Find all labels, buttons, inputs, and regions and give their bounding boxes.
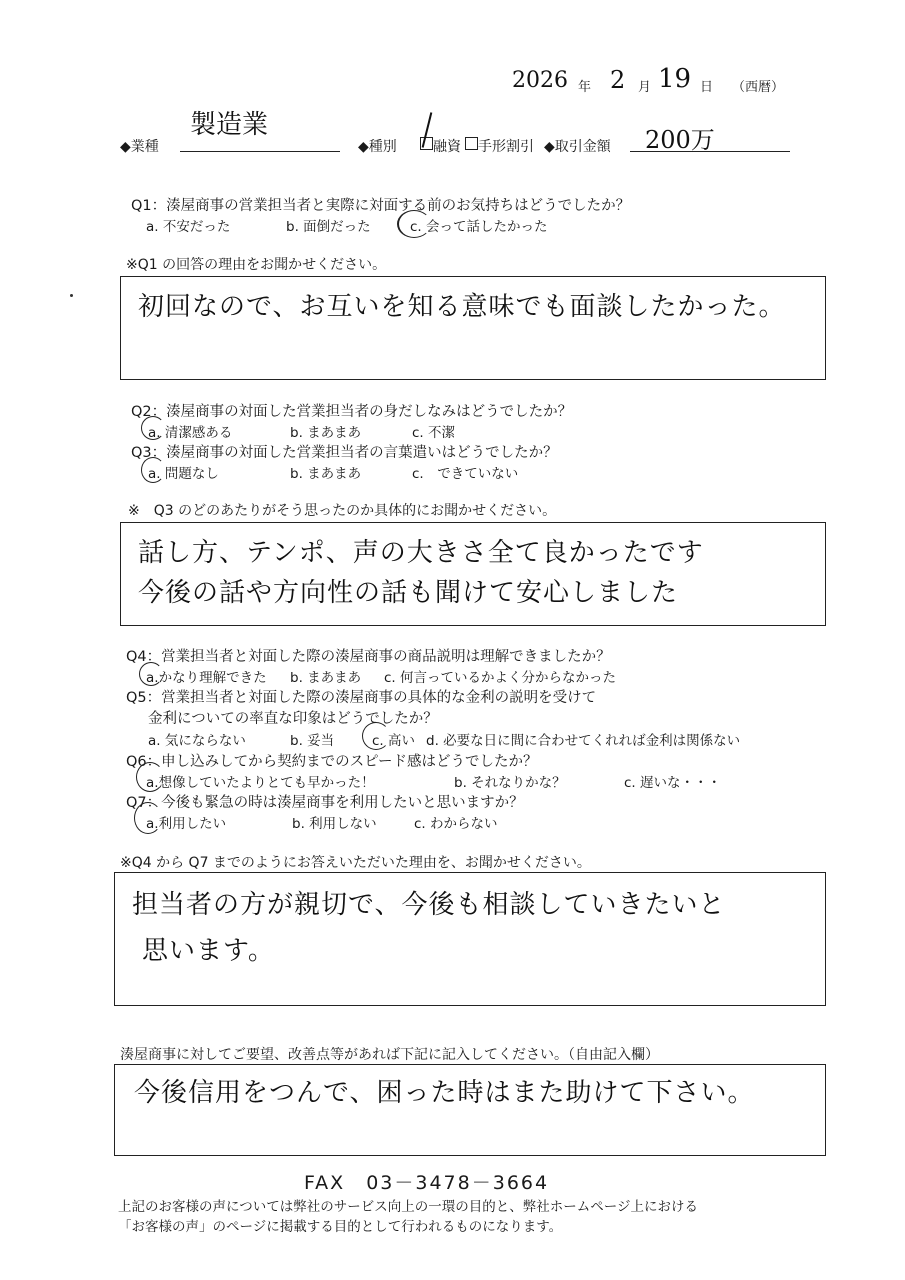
q4-question: Q4：営業担当者と対面した際の湊屋商事の商品説明は理解できましたか？ — [126, 649, 611, 665]
q6-selected-circle — [136, 762, 164, 792]
date-era: （西暦） — [732, 80, 785, 95]
q1-question: Q1：湊屋商事の営業担当者と実際に対面する前のお気持ちはどうでしたか？ — [131, 198, 631, 214]
type-label: ◆種別 — [358, 139, 397, 155]
date-year-unit: 年 — [578, 80, 592, 95]
q2-option-b: b. まあまあ — [290, 425, 362, 441]
q5-option-c: c. 高い — [372, 733, 416, 749]
fax-number: FAX 03－3478－3664 — [304, 1172, 550, 1194]
q2-selected-circle — [141, 416, 165, 440]
type-checkbox-2 — [465, 137, 478, 150]
q7-option-c: c. わからない — [414, 816, 498, 832]
reason47-label: ※Q4 から Q7 までのようにお答えいただいた理由を、お聞かせください。 — [120, 855, 591, 871]
free-label: 湊屋商事に対してご要望、改善点等があれば下記に記入してください。（自由記入欄） — [120, 1047, 659, 1063]
q5-option-b: b. 妥当 — [290, 733, 335, 749]
q3-selected-circle — [141, 457, 165, 483]
q5-question-line2: 金利についての率直な印象はどうでしたか？ — [148, 711, 438, 727]
q4-selected-circle — [139, 662, 163, 686]
reason1-answer: 初回なので、お互いを知る意味でも面談したかった。 — [138, 292, 786, 322]
amount-label: ◆取引金額 — [544, 139, 611, 155]
q7-selected-circle — [134, 802, 162, 834]
q3-question: Q3：湊屋商事の対面した営業担当者の言葉遣いはどうでしたか？ — [131, 445, 558, 461]
q7-option-b: b. 利用しない — [292, 816, 377, 832]
industry-value: 製造業 — [190, 110, 269, 140]
type-option-2: 手形割引 — [478, 139, 534, 155]
q5-option-d: d. 必要な日に間に合わせてくれれば金利は関係ない — [426, 733, 741, 749]
q4-option-a: a.かなり理解できた — [146, 670, 267, 686]
date-day-unit: 日 — [700, 80, 714, 95]
industry-underline — [180, 150, 340, 152]
q5-question-line1: Q5：営業担当者と対面した際の湊屋商事の具体的な金利の説明を受けて — [126, 690, 597, 706]
q1-option-a: a. 不安だった — [146, 219, 231, 235]
reason1-label: ※Q1 の回答の理由をお聞かせください。 — [126, 257, 387, 273]
date-day: 19 — [658, 64, 692, 94]
reason47-answer-line1: 担当者の方が親切で、今後も相談していきたいと — [132, 890, 726, 920]
q2-option-c: c. 不潔 — [412, 425, 456, 441]
date-month: 2 — [610, 66, 626, 94]
q3-option-c: c. できていない — [412, 466, 519, 482]
q5-selected-circle — [362, 722, 390, 750]
q4-option-c: c. 何言っているかよく分からなかった — [384, 670, 617, 686]
reason3-label: ※ Q3 のどのあたりがそう思ったのか具体的にお聞かせください。 — [128, 503, 557, 519]
q1-option-c: c. 会って話したかった — [410, 219, 548, 235]
q2-option-a: a. 清潔感ある — [148, 425, 233, 441]
reason3-answer-line2: 今後の話や方向性の話も聞けて安心しました — [138, 578, 679, 608]
date-month-unit: 月 — [638, 80, 652, 95]
q7-option-a: a.利用したい — [146, 816, 227, 832]
scan-speck — [70, 294, 73, 297]
reason3-answer-line1: 話し方、テンポ、声の大きさ全て良かったです — [138, 538, 704, 568]
q6-option-c: c. 遅いな・・・ — [624, 775, 722, 791]
q3-option-b: b. まあまあ — [290, 466, 362, 482]
q5-option-a: a. 気にならない — [148, 733, 246, 749]
industry-label: ◆業種 — [120, 139, 159, 155]
q7-question: Q7：今後も緊急の時は湊屋商事を利用したいと思いますか？ — [126, 795, 524, 811]
q2-question: Q2：湊屋商事の対面した営業担当者の身だしなみはどうでしたか？ — [131, 404, 573, 420]
reason47-answer-line2: 思います。 — [142, 936, 275, 966]
q3-option-a: a. 問題なし — [148, 466, 219, 482]
type-option-1: 融資 — [433, 139, 461, 155]
footer-note-line2: 「お客様の声」のページに掲載する目的として行われるものになります。 — [118, 1219, 563, 1235]
date-year: 2026 — [512, 68, 568, 93]
q1-option-b: b. 面倒だった — [286, 219, 371, 235]
q6-question: Q6：申し込みしてから契約までのスピード感はどうでしたか？ — [126, 754, 538, 770]
free-answer: 今後信用をつんで、困った時はまた助けて下さい。 — [134, 1078, 755, 1108]
amount-value: 200万 — [645, 126, 715, 154]
q6-option-a: a.想像していたよりとても早かった！ — [146, 775, 375, 791]
footer-note-line1: 上記のお客様の声については弊社のサービス向上の一環の目的と、弊社ホームページ上における — [118, 1199, 698, 1215]
q6-option-b: b. それなりかな？ — [454, 775, 566, 791]
q1-selected-circle — [397, 210, 431, 238]
q4-option-b: b. まあまあ — [290, 670, 362, 686]
